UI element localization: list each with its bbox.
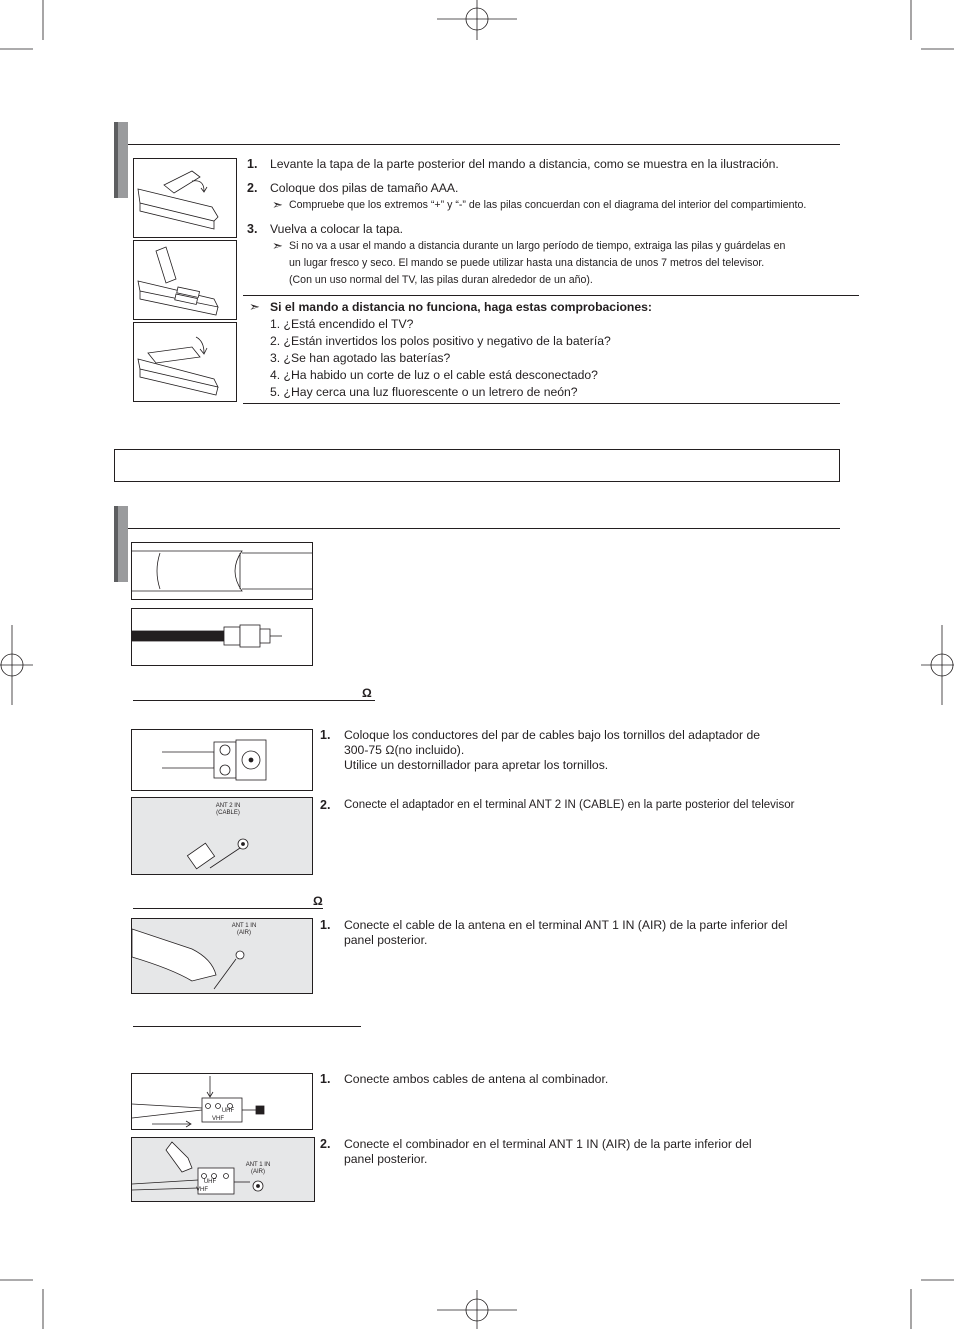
ohm-symbol: Ω xyxy=(362,686,372,700)
subsection-rule xyxy=(133,700,375,701)
chapter-title-box xyxy=(114,449,840,482)
step-note-line: un lugar fresco y seco. El mando se puede utilizar hasta una distancia de unos 7 metros del televisor. xyxy=(289,257,765,269)
step-text: Vuelva a colocar la tapa. xyxy=(270,222,404,236)
section-marker xyxy=(114,506,128,582)
ant1-label: ANT 1 IN xyxy=(245,1162,271,1168)
step-text: panel posterior. xyxy=(344,1152,428,1166)
step-text: Conecte ambos cables de antena al combinador. xyxy=(344,1072,609,1086)
step-text: Conecte el combinador en el terminal ANT 1 IN (AIR) de la parte inferior del xyxy=(344,1137,752,1151)
step-text: 300-75 Ω(no incluido). xyxy=(344,743,465,757)
step-note-line: Si no va a usar el mando a distancia durante un largo período de tiempo, extraiga las pilas y guárdelas en xyxy=(289,240,786,252)
ant1-sublabel: (AIR) xyxy=(237,930,251,936)
uhf-label: UHF xyxy=(203,1179,217,1185)
step-number: 3. xyxy=(247,222,258,236)
divider xyxy=(243,295,859,296)
note-arrow-icon: ➣ xyxy=(249,299,260,314)
section-rule xyxy=(128,528,840,529)
coax-cable-figure xyxy=(131,608,313,666)
check-item: 4. ¿Ha habido un corte de luz o el cable está desconectado? xyxy=(270,368,598,382)
step-note: Compruebe que los extremos “+” y “-” de las pilas concuerdan con el diagrama del interior del compartimiento. xyxy=(289,199,807,211)
check-item: 2. ¿Están invertidos los polos positivo y negativo de la batería? xyxy=(270,334,611,348)
ant2-sublabel: (CABLE) xyxy=(216,810,240,816)
step-text: Conecte el cable de la antena en el terminal ANT 1 IN (AIR) de la parte inferior del xyxy=(344,918,788,932)
remote-insert-batteries-figure xyxy=(133,240,237,320)
step-number: 2. xyxy=(247,181,258,195)
section-rule xyxy=(128,144,840,145)
step-text: Coloque los conductores del par de cables bajo los tornillos del adaptador de xyxy=(344,728,760,742)
uhf-label: UHF xyxy=(221,1108,235,1114)
adapter-screws-figure xyxy=(131,729,313,791)
step-number: 1. xyxy=(320,918,331,932)
divider xyxy=(243,403,840,404)
check-item: 1. ¿Está encendido el TV? xyxy=(270,317,414,331)
ant1-hand-connection-figure xyxy=(131,918,313,994)
step-note-line: (Con un uso normal del TV, las pilas duran alrededor de un año). xyxy=(289,274,593,286)
ant2-label: ANT 2 IN xyxy=(215,803,241,809)
check-item: 3. ¿Se han agotado las baterías? xyxy=(270,351,451,365)
check-title: Si el mando a distancia no funciona, haga estas comprobaciones: xyxy=(270,300,652,314)
vhf-label: VHF xyxy=(212,1116,224,1122)
step-text: Utilice un destornillador para apretar los tornillos. xyxy=(344,758,609,772)
ohm-symbol: Ω xyxy=(313,894,323,908)
remote-replace-cover-figure xyxy=(133,322,237,402)
section-marker xyxy=(114,122,128,198)
step-text: panel posterior. xyxy=(344,933,428,947)
step-number: 1. xyxy=(247,157,258,171)
step-number: 1. xyxy=(320,728,331,742)
ant1-sublabel: (AIR) xyxy=(251,1169,265,1175)
step-text: Coloque dos pilas de tamaño AAA. xyxy=(270,181,459,195)
vhf-label: VHF xyxy=(196,1187,208,1193)
note-arrow-icon: ➣ xyxy=(272,238,283,253)
step-text: Conecte el adaptador en el terminal ANT 2 IN (CABLE) en la parte posterior del televisor xyxy=(344,799,795,811)
check-item: 5. ¿Hay cerca una luz fluorescente o un letrero de neón? xyxy=(270,385,578,399)
step-number: 1. xyxy=(320,1072,331,1086)
note-arrow-icon: ➣ xyxy=(272,197,283,212)
step-number: 2. xyxy=(320,798,331,812)
ant2-connection-figure xyxy=(131,797,313,875)
ant1-label: ANT 1 IN xyxy=(231,923,257,929)
subsection-rule xyxy=(133,908,323,909)
remote-open-cover-figure xyxy=(133,158,237,238)
twin-lead-cable-figure xyxy=(131,542,313,600)
step-number: 2. xyxy=(320,1137,331,1151)
step-text: Levante la tapa de la parte posterior del mando a distancia, como se muestra en la ilustración. xyxy=(270,157,779,171)
subsection-rule xyxy=(133,1026,361,1027)
combiner-figure xyxy=(131,1073,313,1130)
combiner-ant1-figure xyxy=(131,1137,315,1202)
